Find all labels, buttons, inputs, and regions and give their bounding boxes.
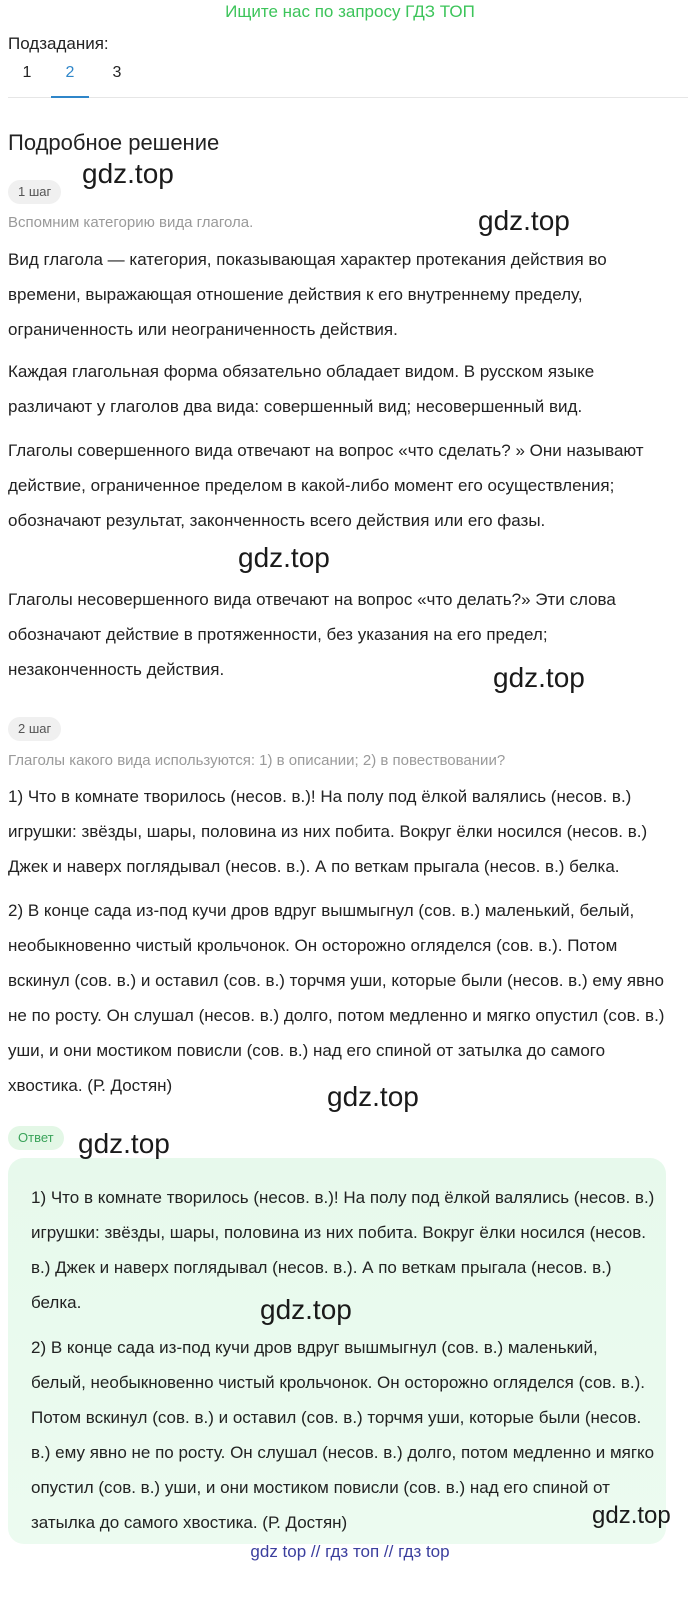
step-1-paragraph-1: Вид глагола — категория, показывающая характер протекания действия во времени, выражающая отношение действия к его внутреннему пределу, ограниченность или неограниченность действия. xyxy=(8,250,607,339)
watermark: gdz.top xyxy=(260,1294,352,1325)
footer-links: gdz top // гдз топ // гдз top xyxy=(250,1542,450,1561)
step-1-paragraph-2: Каждая глагольная форма обязательно обладает видом. В русском языке различают у глаголов два вида: совершенный вид; несовершенный вид. xyxy=(8,362,595,416)
step-1-paragraph-3: Глаголы совершенного вида отвечают на вопрос «что сделать? » Они называют действие, ограниченное пределом в какой-либо момент его осуществления; обозначают результат, законченность всего действия или его фазы. xyxy=(8,441,644,530)
step-1-paragraph-4: Глаголы несовершенного вида отвечают на вопрос «что делать?» Эти слова обозначают действие в протяженности, без указания на его предел; незаконченность действия. xyxy=(8,590,616,679)
answer-paragraph-1: 1) Что в комнате творилось (несов. в.)! На полу под ёлкой валялись (несов. в.) игрушки: звёзды, шары, половина из них побита. Вокруг ёлки носился (несов. в.) Джек и наверх поглядывал (несов. в.). А по веткам прыгала (несов. в.) белка. xyxy=(31,1188,655,1312)
page-title: Подробное решение xyxy=(8,130,220,155)
step-2-hint: Глаголы какого вида используются: 1) в описании; 2) в повествовании? xyxy=(8,752,506,769)
step-1-badge: 1 шаг xyxy=(8,180,61,204)
step-2-paragraph-1: 1) Что в комнате творилось (несов. в.)! На полу под ёлкой валялись (несов. в.) игрушки: звёзды, шары, половина из них побита. Вокруг ёлки носился (несов. в.) Джек и наверх поглядывал (несов. в.). А по веткам прыгала (несов. в.) белка. xyxy=(8,787,648,876)
subtask-tab-2[interactable]: 2 xyxy=(51,64,89,98)
step-2-badge: 2 шаг xyxy=(8,717,61,741)
watermark: gdz.top xyxy=(493,662,585,693)
answer-badge: Ответ xyxy=(8,1126,64,1150)
watermark: gdz.top xyxy=(238,542,330,573)
answer-paragraph-2: 2) В конце сада из-под кучи дров вдруг вышмыгнул (сов. в.) маленький, белый, необыкновенно чистый крольчонок. Он осторожно огляделся (сов. в.). Потом вскинул (сов. в.) и оставил (сов. в.) торчмя уши, которые были (несов. в.) ему явно не по росту. Он слушал (несов. в.) долго, потом медленно и мягко опустил (сов. в.) уши, и они мостиком повисли (сов. в.) над его спиной от затылка до самого хвостика. (Р. Достян) xyxy=(31,1338,655,1532)
subtask-tabs xyxy=(8,60,688,98)
answer-box xyxy=(8,1158,666,1544)
watermark: gdz.top xyxy=(478,205,570,236)
subtasks-label: Подзадания: xyxy=(8,34,109,53)
promo-banner[interactable]: Ищите нас по запросу ГДЗ ТОП xyxy=(225,2,475,21)
subtask-tab-3[interactable]: 3 xyxy=(112,64,122,81)
step-2-paragraph-2: 2) В конце сада из-под кучи дров вдруг вышмыгнул (сов. в.) маленький, белый, необыкновенно чистый крольчонок. Он осторожно огляделся (сов. в.). Потом вскинул (сов. в.) и оставил (сов. в.) торчмя уши, которые были (несов. в.) ему явно не по росту. Он слушал (несов. в.) долго, потом медленно и мягко опустил (сов. в.) уши, и они мостиком повисли (сов. в.) над его спиной от затылка до самого хвостика. (Р. Достян) xyxy=(8,901,665,1095)
watermark: gdz.top xyxy=(592,1502,671,1529)
watermark: gdz.top xyxy=(82,158,174,189)
watermark: gdz.top xyxy=(327,1081,419,1112)
subtask-tab-1[interactable]: 1 xyxy=(22,64,32,81)
step-1-hint: Вспомним категорию вида глагола. xyxy=(8,214,254,231)
watermark: gdz.top xyxy=(78,1128,170,1159)
